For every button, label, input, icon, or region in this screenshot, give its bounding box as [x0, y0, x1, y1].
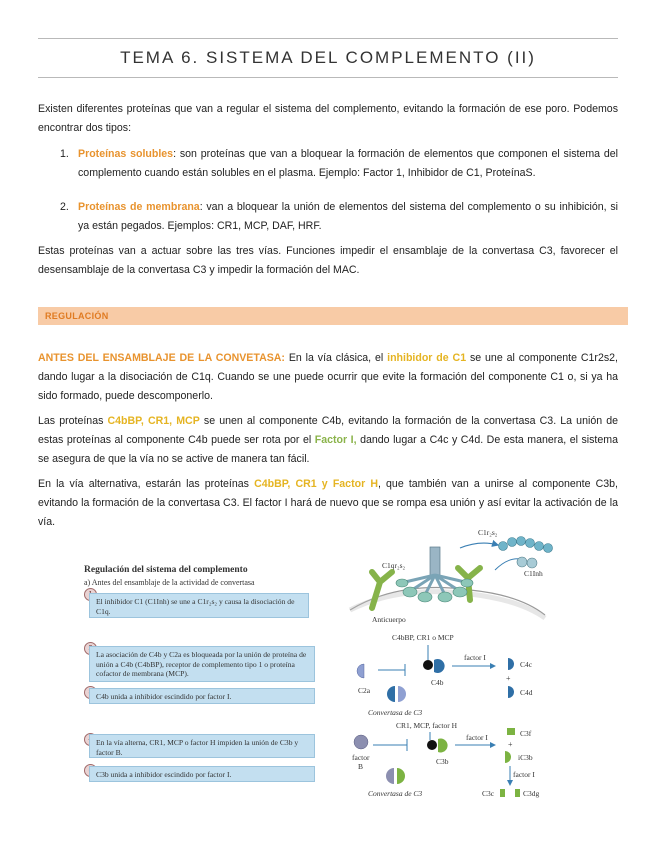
label-c4c: C4c: [520, 660, 533, 669]
label-c3c: C3c: [482, 789, 495, 798]
label-plus-1: +: [506, 674, 511, 683]
text-run: se une al componente C1r2s2, dando lugar a la disociación de C1q. Cuando se une puede ocurrir que evite la formación del componente C1 o, si ya ha sido formado, puede descomponerlo.: [38, 352, 618, 402]
list-item: [60, 198, 618, 236]
list-term: Proteínas solubles: [78, 148, 174, 160]
header-bottom-rule: [38, 77, 618, 78]
summary-paragraph: Estas proteínas van a actuar sobre las tres vías. Funciones impedir el ensamblaje de la convertasa C3, favorecer el desensamblaje de la convertasa C3 y impedir la formación del MAC.: [38, 245, 618, 276]
text-run: Las proteínas: [38, 415, 108, 427]
label-convertasa-2: Convertasa de C3: [368, 789, 423, 798]
label-c3b: C3b: [436, 757, 449, 766]
text-run: , que también van a unirse al componente C3b, evitando la formación de la convertasa C3. El factor I hará de nuevo que se rompa esa unión y así evitar la activación de la vía.: [38, 478, 618, 528]
highlight-term: C4bBP, CR1 y Factor H: [254, 478, 378, 490]
paragraph-alternative-pathway: [38, 475, 618, 532]
c3b-inhibition-illustration: [352, 721, 540, 798]
label-factor-i-3: factor I: [513, 770, 535, 779]
label-c4d: C4d: [520, 688, 533, 697]
label-factor-i-2: factor I: [466, 733, 488, 742]
text-run: se unen al componente C4b, evitando la formación de la convertasa C3. La unión de estas proteínas al componente C4b puede ser rota por el: [38, 415, 619, 446]
label-cr1: CR1, MCP, factor H: [396, 721, 458, 730]
label-c4bbp: C4bBP, CR1 o MCP: [392, 633, 454, 642]
figure-title: Regulación del sistema del complemento: [84, 565, 248, 575]
label-c2a: C2a: [358, 686, 371, 695]
highlight-term: Factor I,: [314, 434, 357, 446]
list-term: Proteínas de membrana: [78, 201, 200, 213]
paragraph-c4b-proteins: [38, 412, 618, 469]
intro-paragraph: Existen diferentes proteínas que van a regular el sistema del complemento, evitando la formación de ese poro. Podemos encontrar dos tipos:: [38, 103, 618, 134]
paragraph-before-assembly: [38, 349, 618, 406]
page-title: TEMA 6. SISTEMA DEL COMPLEMENTO (II): [120, 48, 536, 67]
list-number: 2.: [60, 201, 69, 213]
label-c1r2s2: C1r₂s₂: [478, 528, 498, 537]
label-ic3b: iC3b: [518, 753, 533, 762]
text-run: En la vía clásica, el: [284, 352, 388, 364]
label-c1inh: C1Inh: [524, 569, 543, 578]
list-text: : son proteínas que van a bloquear la formación de elementos que componen el sistema del complemento cuando están solubles en el plasma. Ejemplo: Factor 1, Inhibidor de C1, ProteínaS.: [78, 148, 619, 179]
label-factor-b-1: factor: [352, 753, 370, 762]
label-plus-2: +: [508, 740, 513, 749]
c4b-inhibition-illustration: [357, 633, 533, 717]
text-run: dando lugar a C4c y C4d. De esta manera, el sistema se asegura de que la vía no se active de manera tan fácil.: [38, 434, 618, 465]
label-factor-b-2: B: [358, 762, 364, 771]
label-anticuerpo: Anticuerpo: [372, 615, 406, 624]
step-box: El inhibidor C1 (C1Inh) se une a C1r₂s₂ y causa la disociación de C1q.: [89, 593, 309, 618]
paragraph-heading: ANTES DEL ENSAMBLAJE DE LA CONVETASA:: [38, 352, 285, 364]
label-convertasa-1: Convertasa de C3: [368, 708, 423, 717]
highlight-term: C4bBP, CR1, MCP: [107, 415, 200, 427]
highlight-term: inhibidor de C1: [387, 352, 467, 364]
step-box: En la vía alterna, CR1, MCP o factor H impiden la unión de C3b y factor B.: [89, 734, 315, 758]
list-item: [60, 145, 618, 183]
label-c3dg: C3dg: [523, 789, 540, 798]
label-factor-i-1: factor I: [464, 653, 486, 662]
section-header-regulacion: REGULACIÓN: [38, 307, 628, 325]
label-c4b: C4b: [431, 678, 444, 687]
label-c3f: C3f: [520, 729, 532, 738]
text-run: En la vía alternativa, estarán las proteínas: [38, 478, 255, 490]
list-text: : van a bloquear la unión de elementos del sistema del complemento o su inhibición, si ya están pegados. Ejemplos: CR1, MCP, DAF, HRF.: [78, 201, 618, 232]
figure-subtitle: a) Antes del ensamblaje de la actividad de convertasa: [84, 578, 255, 587]
header-top-rule: [38, 38, 618, 39]
c1-complex-illustration: [350, 528, 553, 624]
list-number: 1.: [60, 148, 69, 160]
label-c1qr2s2: C1qr₂s₂: [382, 561, 406, 570]
step-box: C3b unida a inhibidor escindido por factor I.: [89, 766, 315, 782]
step-box: La asociación de C4b y C2a es bloqueada por la unión de proteína de unión a C4b (C4bBP), receptor de complemento tipo 1 o proteína cofactor de membrana (MCP).: [89, 646, 315, 682]
step-box: C4b unida a inhibidor escindido por factor I.: [89, 688, 315, 704]
